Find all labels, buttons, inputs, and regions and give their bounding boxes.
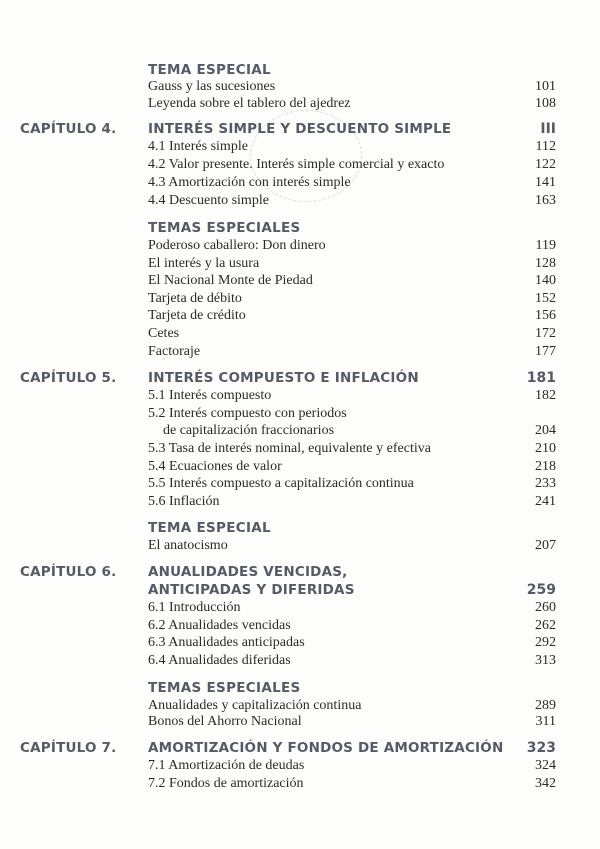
page-number: 128 [535, 256, 556, 271]
toc-entry [0, 775, 600, 793]
page-number: 140 [535, 273, 556, 288]
entry-title: ANUALIDADES VENCIDAS, [148, 564, 348, 580]
toc-entry [0, 537, 600, 555]
chapter-heading [0, 739, 600, 757]
page-number: 152 [535, 291, 556, 306]
page-number: 313 [535, 653, 556, 668]
entry-title: Tarjeta de crédito [148, 308, 246, 323]
chapter-label: CAPÍTULO 7. [20, 740, 117, 756]
toc-entry [0, 599, 600, 617]
entry-title: 6.4 Anualidades diferidas [148, 653, 291, 668]
entry-title: Leyenda sobre el tablero del ajedrez [148, 96, 351, 111]
toc-entry [0, 325, 600, 343]
page-number: 259 [526, 582, 556, 598]
special-topics-heading [0, 519, 600, 537]
entry-title: El Nacional Monte de Piedad [148, 273, 313, 288]
page-number: 210 [535, 441, 556, 456]
page-number: 163 [535, 193, 556, 208]
chapter-heading [0, 563, 600, 581]
entry-title: El anatocismo [148, 538, 228, 553]
page-number: 241 [535, 494, 556, 509]
entry-title: 7.1 Amortización de deudas [148, 758, 305, 773]
entry-title: 4.4 Descuento simple [148, 193, 269, 208]
entry-title: de capitalización fraccionarios [163, 423, 335, 438]
toc-entry [0, 634, 600, 652]
toc-entry [0, 713, 600, 731]
page-number: 122 [535, 157, 556, 172]
page-number: 289 [535, 698, 556, 713]
chapter-label: CAPÍTULO 4. [20, 121, 117, 137]
entry-title: ANTICIPADAS Y DIFERIDAS [148, 582, 355, 598]
toc-entry [0, 458, 600, 476]
entry-title: Anualidades y capitalización continua [148, 698, 362, 713]
page-number: 207 [535, 538, 556, 553]
entry-title: INTERÉS SIMPLE Y DESCUENTO SIMPLE [148, 121, 452, 137]
toc-entry [0, 387, 600, 405]
page-number: 141 [535, 175, 556, 190]
page-number: 262 [535, 618, 556, 633]
entry-title: 5.3 Tasa de interés nominal, equivalente y efectiva [148, 441, 431, 456]
special-topics-heading [0, 61, 600, 79]
entry-title: TEMA ESPECIAL [148, 62, 271, 78]
page-number: 119 [535, 238, 556, 253]
entry-title: Factoraje [148, 344, 201, 359]
page-number: 260 [535, 600, 556, 615]
entry-title: 7.2 Fondos de amortización [148, 776, 304, 791]
entry-title: 6.2 Anualidades vencidas [148, 618, 291, 633]
entry-title: TEMAS ESPECIALES [148, 680, 301, 696]
toc-entry [0, 440, 600, 458]
entry-title: 6.3 Anualidades anticipadas [148, 635, 305, 650]
toc-entry [0, 757, 600, 775]
page-number: 292 [535, 635, 556, 650]
page-number: 101 [535, 79, 556, 94]
toc-entry [0, 307, 600, 325]
page-number: III [540, 121, 556, 137]
page-number: 204 [535, 423, 556, 438]
page-number: 182 [535, 388, 556, 403]
entry-title: AMORTIZACIÓN Y FONDOS DE AMORTIZACIÓN [148, 740, 504, 756]
special-topics-heading [0, 219, 600, 237]
entry-title: 4.3 Amortización con interés simple [148, 175, 351, 190]
entry-title: Tarjeta de débito [148, 291, 242, 306]
toc-entry [0, 493, 600, 511]
page-number: 324 [535, 758, 556, 773]
chapter-label: CAPÍTULO 6. [20, 564, 117, 580]
entry-title: INTERÉS COMPUESTO E INFLACIÓN [148, 370, 419, 386]
toc-entry [0, 475, 600, 493]
toc-entry [0, 272, 600, 290]
entry-title: 5.2 Interés compuesto con periodos [148, 406, 347, 421]
page-number: 156 [535, 308, 556, 323]
entry-title: 5.4 Ecuaciones de valor [148, 459, 282, 474]
entry-title: 4.2 Valor presente. Interés simple comercial y exacto [148, 157, 445, 172]
entry-title: Bonos del Ahorro Nacional [148, 714, 302, 729]
toc-entry [0, 290, 600, 308]
page-number: 108 [535, 96, 556, 111]
page-number: 177 [535, 344, 556, 359]
entry-title: 5.1 Interés compuesto [148, 388, 272, 403]
toc-entry [0, 405, 600, 423]
chapter-label: CAPÍTULO 5. [20, 370, 117, 386]
entry-title: 4.1 Interés simple [148, 139, 248, 154]
page-number: 311 [535, 714, 556, 729]
toc-entry [0, 652, 600, 670]
page-number: 112 [535, 139, 556, 154]
toc-entry [0, 343, 600, 361]
chapter-heading [0, 581, 600, 599]
page-number: 181 [526, 370, 556, 386]
toc-entry [0, 617, 600, 635]
page-number: 218 [535, 459, 556, 474]
toc-entry [0, 78, 600, 96]
page-number: 172 [535, 326, 556, 341]
entry-title: El interés y la usura [148, 256, 260, 271]
toc-entry [0, 255, 600, 273]
entry-title: 5.5 Interés compuesto a capitalización continua [148, 476, 414, 491]
entry-title: TEMAS ESPECIALES [148, 220, 301, 236]
chapter-heading [0, 369, 600, 387]
page-number: 233 [535, 476, 556, 491]
entry-title: Poderoso caballero: Don dinero [148, 238, 326, 253]
library-stamp [250, 110, 362, 202]
page-number: 323 [526, 740, 556, 756]
page-number: 342 [535, 776, 556, 791]
entry-title: Cetes [148, 326, 180, 341]
entry-title: 5.6 Inflación [148, 494, 220, 509]
special-topics-heading [0, 679, 600, 697]
entry-title: Gauss y las sucesiones [148, 79, 276, 94]
toc-entry [0, 422, 600, 440]
entry-title: 6.1 Introducción [148, 600, 241, 615]
toc-entry [0, 237, 600, 255]
entry-title: TEMA ESPECIAL [148, 520, 271, 536]
